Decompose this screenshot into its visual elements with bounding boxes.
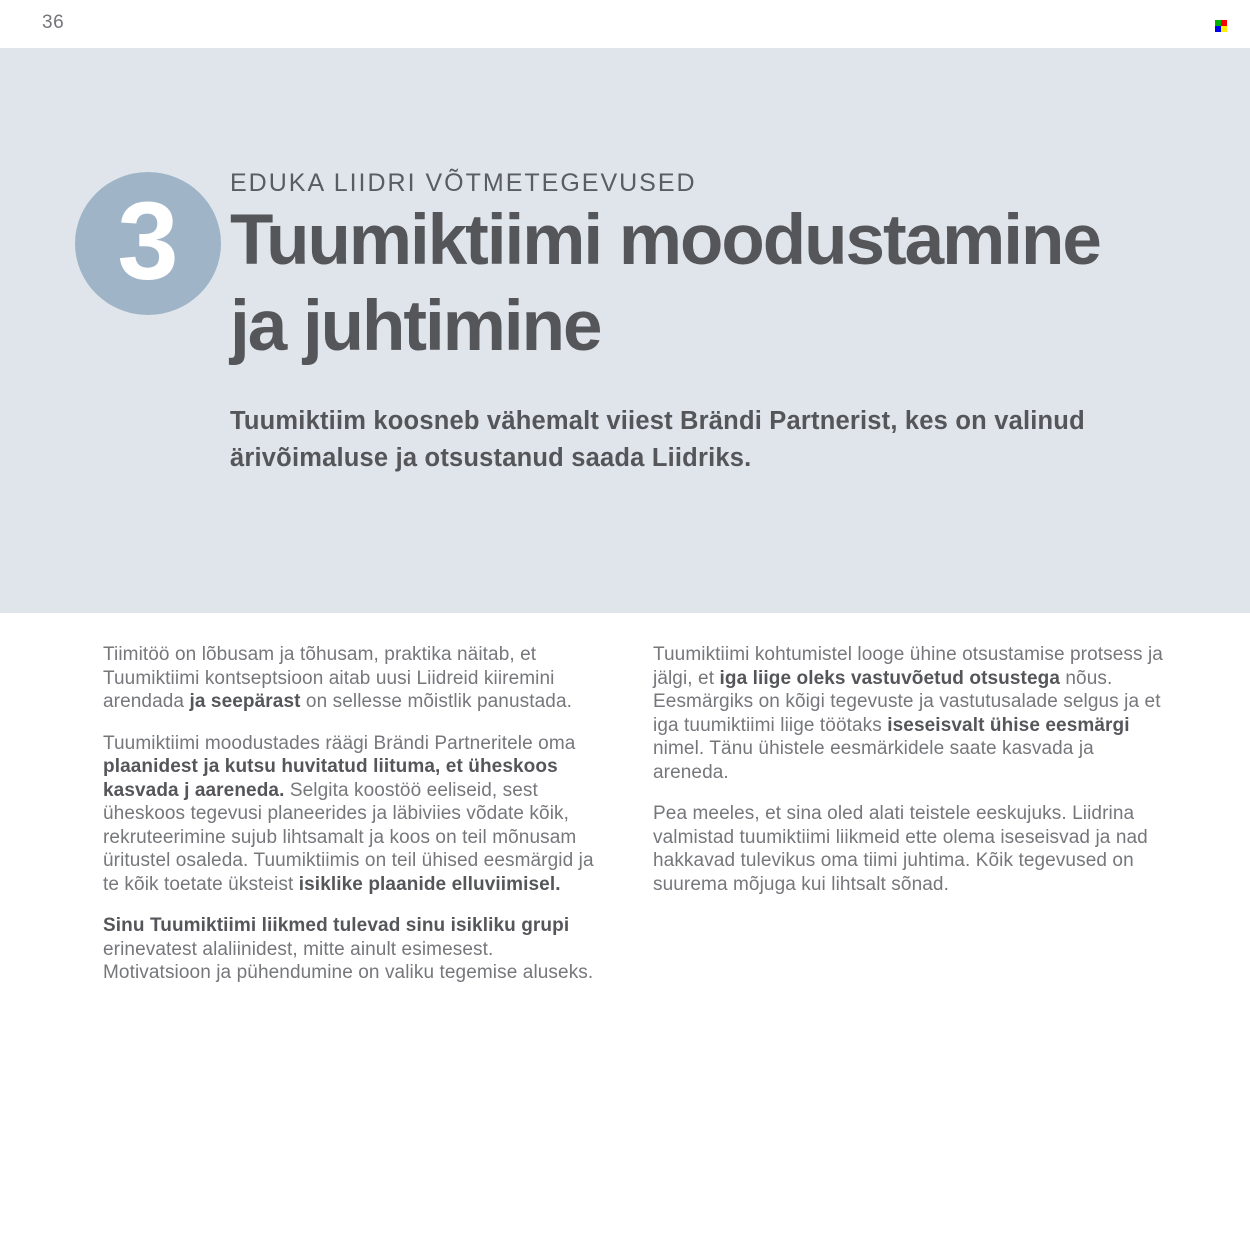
left-column: [103, 643, 603, 1003]
text-segment-bold: Sinu Tuumiktiimi liikmed tulevad sinu isikliku grupi: [103, 915, 570, 936]
paragraph: [103, 643, 603, 714]
paragraph: [653, 802, 1165, 896]
chapter-title-line2: ja juhtimine: [230, 287, 601, 366]
logo-square-yellow: [1221, 26, 1227, 32]
text-segment-bold: isiklike plaanide elluviimisel.: [298, 873, 561, 895]
text-segment: Pea meeles, et sina oled alati teistele eeskujuks. Liidrina valmistad tuumiktiimi liikmeid ette olema iseseisvad ja nad hakkavad tulevikus oma tiimi juhtima. Kõik tegevused on suurema mõjuga kui lihtsalt sõnad.: [653, 803, 1148, 895]
chapter-number: 3: [117, 179, 179, 303]
page-number: 36: [42, 12, 65, 33]
paragraph: [653, 643, 1165, 784]
chapter-number-badge: [75, 172, 221, 315]
chapter-title: [230, 198, 1100, 370]
brand-logo: [1215, 20, 1227, 32]
text-segment-bold: iseseisvalt ühise eesmärgi: [887, 714, 1130, 736]
text-segment: Tuumiktiimi moodustades räägi Brändi Partneritele oma: [103, 732, 576, 754]
right-column: [653, 643, 1165, 914]
text-segment-bold: iga liige oleks vastuvõetud otsustega: [719, 667, 1060, 689]
text-segment: Tuumiktiimi kohtumistel looge ühine otsustamise protsess ja jälgi, et: [653, 644, 1163, 689]
chapter-header: [0, 48, 1250, 613]
text-segment: on sellesse mõistlik panustada.: [300, 691, 573, 712]
paragraph: [103, 914, 603, 985]
text-segment: nimel. Tänu ühistele eesmärkidele saate kasvada ja areneda.: [653, 738, 1094, 783]
chapter-title-line1: Tuumiktiimi moodustamine: [230, 201, 1100, 280]
chapter-lead: Tuumiktiim koosneb vähemalt viiest Brändi Partnerist, kes on valinud ärivõimaluse ja otsustanud saada Liidriks.: [230, 407, 1085, 472]
section-kicker: EDUKA LIIDRI VÕTMETEGEVUSED: [230, 169, 697, 197]
text-segment: Selgita koostöö eeliseid, sest üheskoos tegevusi planeerides ja läbiviies võdate kõik, rekruteerimine sujub lihtsamalt ja koos on teil mõnusam üritustel osaleda. Tuumiktiimis on teil ühised eesmärgid ja te kõik toetate üksteist: [103, 779, 594, 895]
text-segment: nõus. Eesmärgiks on kõigi tegevuste ja vastutusalade selgus ja et iga tuumiktiimi liige töötaks: [653, 667, 1161, 736]
paragraph: [103, 732, 603, 897]
text-segment-bold: ja seepärast: [189, 691, 301, 712]
text-segment-bold: plaanidest ja kutsu huvitatud liituma, et üheskoos kasvada j aareneda.: [103, 756, 558, 801]
text-segment: erinevatest alaliinidest, mitte ainult esimesest. Motivatsioon ja pühendumine on valiku tegemise aluseks.: [103, 938, 594, 983]
text-segment: Tiimitöö on lõbusam ja tõhusam, praktika näitab, et Tuumiktiimi kontseptsioon aitab uusi Liidreid kiiremini arendada: [103, 644, 555, 712]
